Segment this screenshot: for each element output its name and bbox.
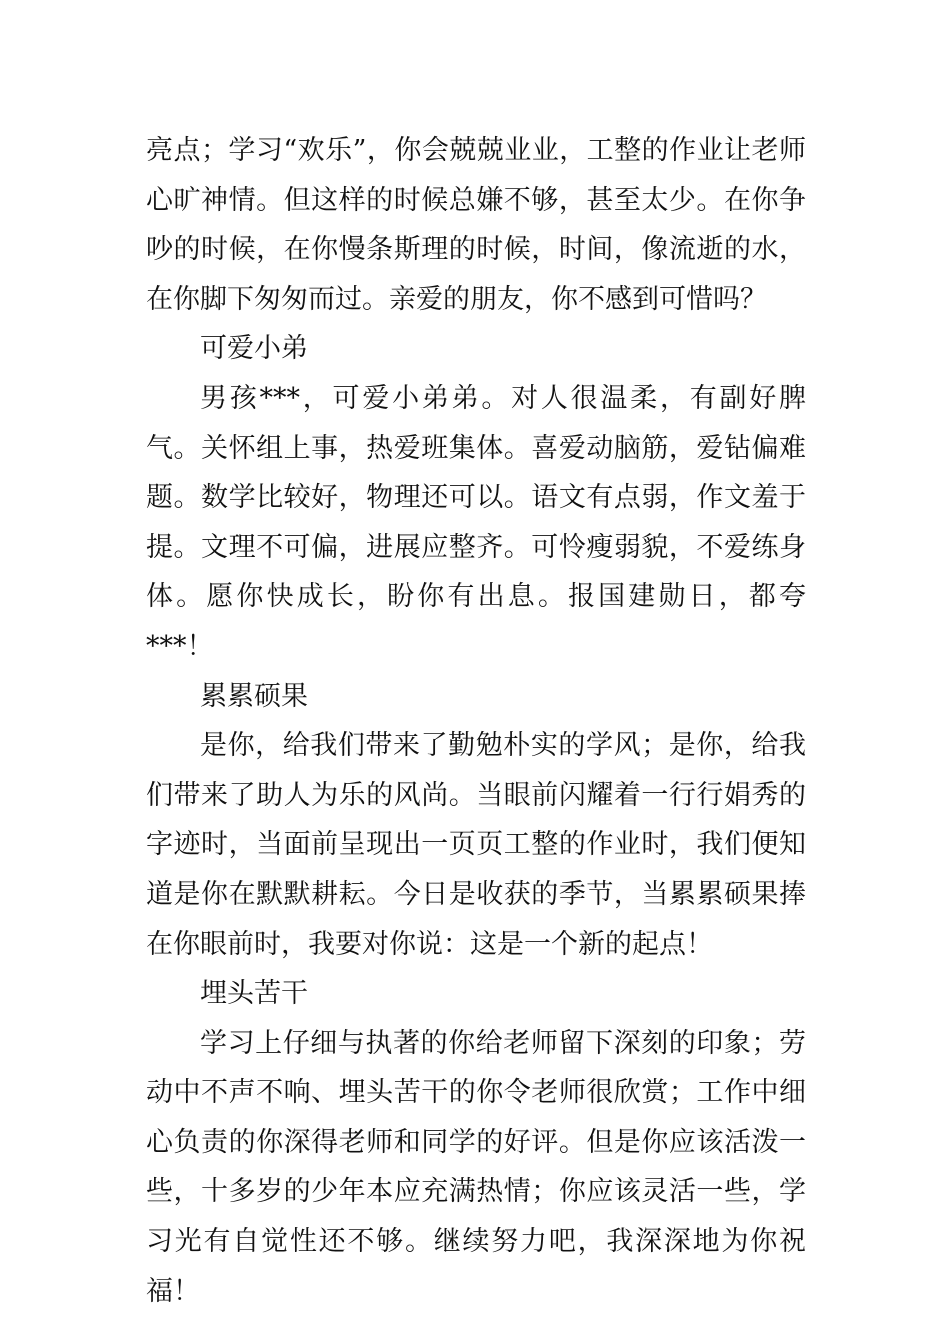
section-heading-fruitful-results: 累累硕果 [200,680,308,712]
paragraph-hard-work: 学习上仔细与执著的你给老师留下深刻的印象；劳动中不声不响、埋头苦干的你令老师很欣赏；工作中细心负责的你深得老师和同学的好评。但是你应该活泼一些，十多岁的少年本应充满热情；你应该灵活一些，学习光有自觉性还不够。继续努力吧，我深深地为你祝福！ [146,1027,806,1307]
paragraph-fruitful-results: 是你，给我们带来了勤勉朴实的学风；是你，给我们带来了助人为乐的风尚。当眼前闪耀着一行行娟秀的字迹时，当面前呈现出一页页工整的作业时，我们便知道是你在默默耕耘。今日是收获的季节，当累累硕果捧在你眼前时，我要对你说：这是一个新的起点！ [146,730,806,960]
paragraph-cute-brother: 男孩***，可爱小弟弟。对人很温柔，有副好脾气。关怀组上事，热爱班集体。喜爱动脑筋，爱钻偏难题。数学比较好，物理还可以。语文有点弱，作文羞于提。文理不可偏，进展应整齐。可怜瘦弱貌，不爱练身体。愿你快成长，盼你有出息。报国建勋日，都夸***！ [146,382,806,662]
section-heading-hard-work: 埋头苦干 [200,978,308,1010]
section-heading-cute-brother: 可爱小弟 [200,333,308,365]
paragraph-intro: 亮点；学习“欢乐”，你会兢兢业业，工整的作业让老师心旷神情。但这样的时候总嫌不够，甚至太少。在你争吵的时候，在你慢条斯理的时候，时间，像流逝的水，在你脚下匆匆而过。亲爱的朋友，你不感到可惜吗？ [146,135,806,315]
document-body [146,126,806,1316]
